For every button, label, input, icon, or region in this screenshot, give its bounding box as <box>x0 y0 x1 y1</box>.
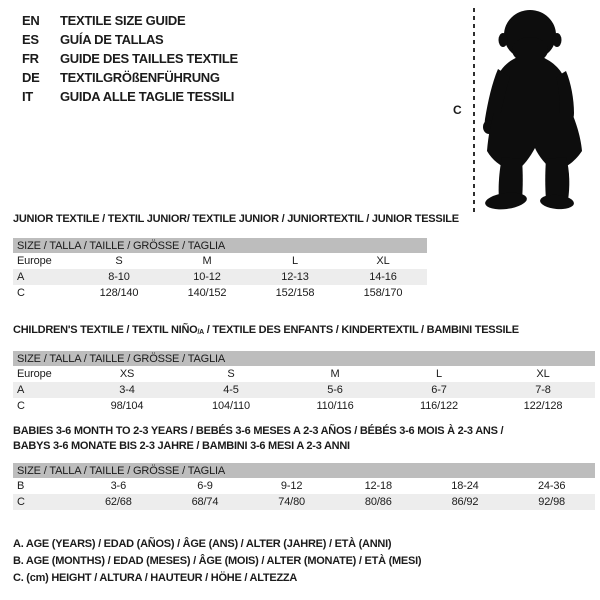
title-text: CHILDREN'S TEXTILE / TEXTIL NIÑO <box>13 324 198 336</box>
childrens-size-table <box>13 351 595 414</box>
lang-row-fr <box>22 49 238 68</box>
size-cell: 92/98 <box>508 494 595 510</box>
height-measure-dashed-line <box>473 8 475 213</box>
junior-section-title: JUNIOR TEXTILE / TEXTIL JUNIOR/ TEXTILE JUNIOR / JUNIORTEXTIL / JUNIOR TESSILE <box>13 213 459 225</box>
size-cell: 6-9 <box>197 480 213 492</box>
size-cell: 74/80 <box>248 494 335 510</box>
lang-code: DE <box>22 70 40 85</box>
size-cell: XS <box>119 368 135 380</box>
size-cell: 110/116 <box>316 400 354 412</box>
height-measure-label: C <box>453 103 462 117</box>
title-line-2: BABYS 3-6 MONATE BIS 2-3 JAHRE / BAMBINI 3-6 MESI A 2-3 ANNI <box>13 440 350 452</box>
size-cell: 7-8 <box>491 382 595 398</box>
size-cell: 98/104 <box>110 400 144 412</box>
lang-title: TEXTILGRÖßENFÜHRUNG <box>60 70 220 85</box>
table-header-row <box>13 351 595 366</box>
size-cell: 62/68 <box>75 494 162 510</box>
size-cell: 104/110 <box>212 400 250 412</box>
baby-silhouette-icon <box>482 7 588 213</box>
note-b: B. AGE (MONTHS) / EDAD (MESES) / ÂGE (MOIS) / ALTER (MONATE) / ETÀ (MESI) <box>13 555 422 567</box>
junior-textile-section <box>13 212 459 301</box>
size-cell: 3-4 <box>75 382 179 398</box>
title-line-1: BABIES 3-6 MONTH TO 2-3 YEARS / BEBÉS 3-6 MESES A 2-3 AÑOS / BÉBÉS 3-6 MOIS À 2-3 ANS / <box>13 425 504 437</box>
size-header-cell: SIZE / TALLA / TAILLE / GRÖSSE / TAGLIA <box>13 351 595 366</box>
table-row-age <box>13 269 427 285</box>
legend-notes <box>13 536 421 587</box>
size-header-cell: SIZE / TALLA / TAILLE / GRÖSSE / TAGLIA <box>13 463 595 478</box>
size-cell: 128/140 <box>99 287 139 299</box>
size-cell: 3-6 <box>110 480 127 492</box>
size-cell: 68/74 <box>162 494 249 510</box>
lang-code: FR <box>22 51 39 66</box>
row-label: A <box>13 269 75 285</box>
size-cell: 122/128 <box>523 400 563 412</box>
babies-textile-section <box>13 424 595 510</box>
childrens-textile-section <box>13 323 595 414</box>
lang-code: EN <box>22 13 40 28</box>
size-cell: 116/122 <box>420 400 458 412</box>
lang-title: GUIDE DES TAILLES TEXTILE <box>60 51 238 66</box>
size-cell: 6-7 <box>387 382 491 398</box>
lang-row-it <box>22 87 238 106</box>
size-cell: 80/86 <box>335 494 422 510</box>
size-cell: 12-18 <box>364 480 392 492</box>
size-cell: XL <box>536 368 550 380</box>
size-header-cell: SIZE / TALLA / TAILLE / GRÖSSE / TAGLIA <box>13 238 427 253</box>
size-cell: 18-24 <box>451 480 479 492</box>
lang-title: TEXTILE SIZE GUIDE <box>60 13 186 28</box>
row-label: A <box>13 382 75 398</box>
table-header-row <box>13 463 595 478</box>
lang-row-es <box>22 30 238 49</box>
table-row-months <box>13 478 595 494</box>
row-label: Europe <box>17 255 52 267</box>
table-row-europe <box>13 366 595 382</box>
babies-section-title <box>13 424 595 454</box>
size-cell: 9-12 <box>280 480 303 492</box>
table-row-height <box>13 285 427 301</box>
row-label: C <box>17 400 25 412</box>
lang-title: GUÍA DE TALLAS <box>60 32 164 47</box>
junior-size-table <box>13 238 427 301</box>
lang-row-en <box>22 11 238 30</box>
table-row-height <box>13 398 595 414</box>
row-label: C <box>17 287 25 299</box>
size-cell: 152/158 <box>275 287 315 299</box>
size-cell: 8-10 <box>75 269 163 285</box>
lang-row-de <box>22 68 238 87</box>
size-cell: S <box>115 255 123 267</box>
size-cell: L <box>292 255 298 267</box>
size-cell: 4-5 <box>179 382 283 398</box>
row-label: Europe <box>17 368 52 380</box>
size-cell: 5-6 <box>283 382 387 398</box>
table-row-age <box>13 382 595 398</box>
row-label: B <box>17 480 25 492</box>
size-cell: 86/92 <box>422 494 509 510</box>
size-cell: 140/152 <box>187 287 227 299</box>
table-row-height <box>13 494 595 510</box>
note-c: C. (cm) HEIGHT / ALTURA / HAUTEUR / HÖHE / ALTEZZA <box>13 572 298 584</box>
size-cell: 12-13 <box>251 269 339 285</box>
title-text: / TEXTILE DES ENFANTS / KINDERTEXTIL / BAMBINI TESSILE <box>203 324 519 336</box>
size-cell: 158/170 <box>363 287 403 299</box>
row-label: C <box>13 494 75 510</box>
size-cell: 14-16 <box>339 269 427 285</box>
table-row-europe <box>13 253 427 269</box>
lang-code: ES <box>22 32 39 47</box>
size-cell: 24-36 <box>537 480 566 492</box>
note-a: A. AGE (YEARS) / EDAD (AÑOS) / ÂGE (ANS) / ALTER (JAHRE) / ETÀ (ANNI) <box>13 538 392 550</box>
size-cell: L <box>436 368 442 380</box>
babies-size-table <box>13 463 595 510</box>
lang-title: GUIDA ALLE TAGLIE TESSILI <box>60 89 235 104</box>
size-cell: M <box>330 368 340 380</box>
size-cell: S <box>227 368 235 380</box>
table-header-row <box>13 238 427 253</box>
language-title-list <box>22 11 238 106</box>
title-subscript: /A <box>197 329 204 336</box>
size-cell: XL <box>376 255 390 267</box>
size-cell: M <box>202 255 212 267</box>
size-cell: 10-12 <box>163 269 251 285</box>
lang-code: IT <box>22 89 33 104</box>
childrens-section-title <box>13 323 595 340</box>
